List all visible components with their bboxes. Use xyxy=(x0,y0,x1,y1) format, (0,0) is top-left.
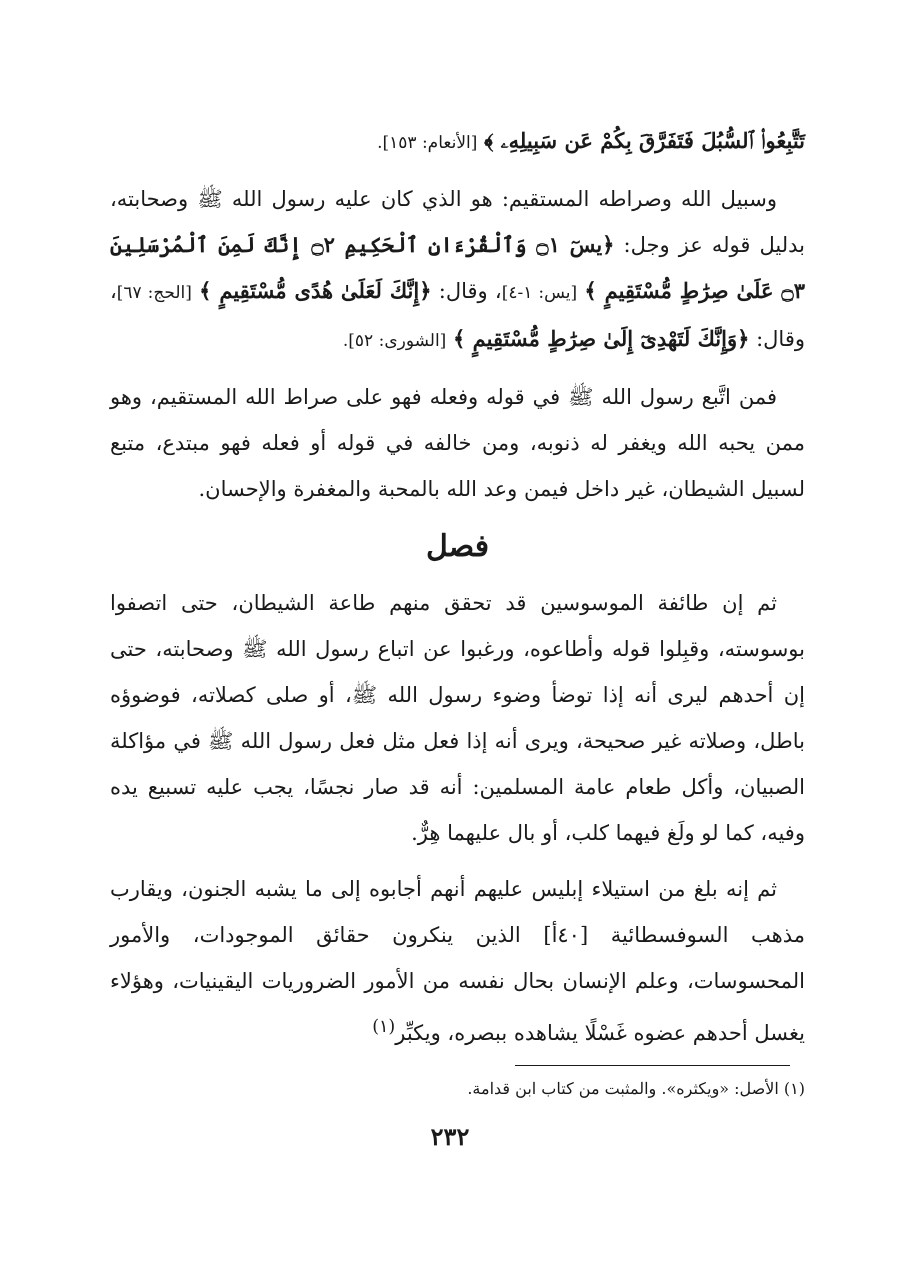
quran-verse: ﴿يسٓ ۝١ وَٱلْقُرْءَانِ ٱلْحَكِيمِ ۝٢ إِنَّكَ لَمِنَ ٱلْمُرْسَلِينَ ۝٣ عَلَىٰ صِرَٰطٍ مُّسْتَقِيمٍ ﴾ xyxy=(110,232,805,303)
footnote-marker: (١) xyxy=(372,1017,396,1037)
paragraph-follow-prophet: فمن اتَّبع رسول الله ﷺ في قوله وفعله فهو على صراط الله المستقيم، وهو ممن يحبه الله ويغفر له ذنوبه، ومن خالفه في قوله أو فعله فهو مبتدع، متبع لسبيل الشيطان، غير داخل فيمن وعد الله بالمحبة والمغفرة والإحسان. xyxy=(110,385,805,501)
quran-verse: ﴿وَإِنَّكَ لَتَهْدِىٓ إِلَىٰ صِرَٰطٍ مُّسْتَقِيمٍ ﴾ xyxy=(453,326,750,351)
verse-reference: [الأنعام: ١٥٣]. xyxy=(377,133,478,153)
footnote: (١) الأصل: «ويكثره». والمثبت من كتاب ابن قدامة. xyxy=(467,1079,805,1098)
main-text xyxy=(110,118,805,1066)
verse-reference: [الشورى: ٥٢]. xyxy=(342,331,447,351)
text-segment: ، وقال: xyxy=(431,279,502,303)
quran-verse: تَتَّبِعُوا۟ ٱلسُّبُلَ فَتَفَرَّقَ بِكُمْ عَن سَبِيلِهِۦ ﴾ xyxy=(484,128,805,153)
verse-reference: [يس: ١-٤] xyxy=(501,283,578,303)
paragraph-iblis xyxy=(110,866,805,1056)
text-segment: ، وقال: xyxy=(110,279,805,351)
text-segment: وسبيل الله وصراطه المستقيم: هو الذي كان عليه رسول الله ﷺ وصحابته، بدليل قوله عز وجل: xyxy=(110,187,805,257)
paragraph-verse-continuation xyxy=(110,118,805,166)
footnote-divider xyxy=(515,1065,790,1066)
paragraph-sabil-allah xyxy=(110,176,805,364)
page-number: ٢٣٢ xyxy=(430,1122,470,1151)
text-segment: ثم إنه بلغ من استيلاء إبليس عليهم أنهم أجابوه إلى ما يشبه الجنون، ويقارب مذهب السوفسطائية [٤٠أ] الذين ينكرون حقائق الموجودات، والأمور المحسوسات، وعلم الإنسان بحال نفسه من الأمور الضروريات اليقينيات، وهؤلاء يغسل أحدهم عضوه غَسْلًا يشاهده ببصره، ويكبِّر xyxy=(110,877,805,1045)
section-heading: فصل xyxy=(425,529,490,564)
verse-reference: [الحج: ٦٧] xyxy=(116,283,192,303)
paragraph-muwaswisin: ثم إن طائفة الموسوسين قد تحقق منهم طاعة الشيطان، حتى اتصفوا بوسوسته، وقبِلوا قوله وأطاعوه، ورغبوا عن اتباع رسول الله ﷺ وصحابته، حتى إن أحدهم ليرى أنه إذا توضأ وضوء رسول الله ﷺ، أو صلى كصلاته، فوضوؤه باطل، وصلاته غير صحيحة، ويرى أنه إذا فعل مثل فعل رسول الله ﷺ في مؤاكلة الصبيان، وأكل طعام عامة المسلمين: أنه قد صار نجسًا، يجب عليه تسبيع يده وفيه، كما لو ولَغ فيهما كلب، أو بال عليهما هِرٌّ. xyxy=(110,591,805,845)
quran-verse: ﴿إِنَّكَ لَعَلَىٰ هُدًى مُّسْتَقِيمٍ ﴾ xyxy=(199,278,432,303)
